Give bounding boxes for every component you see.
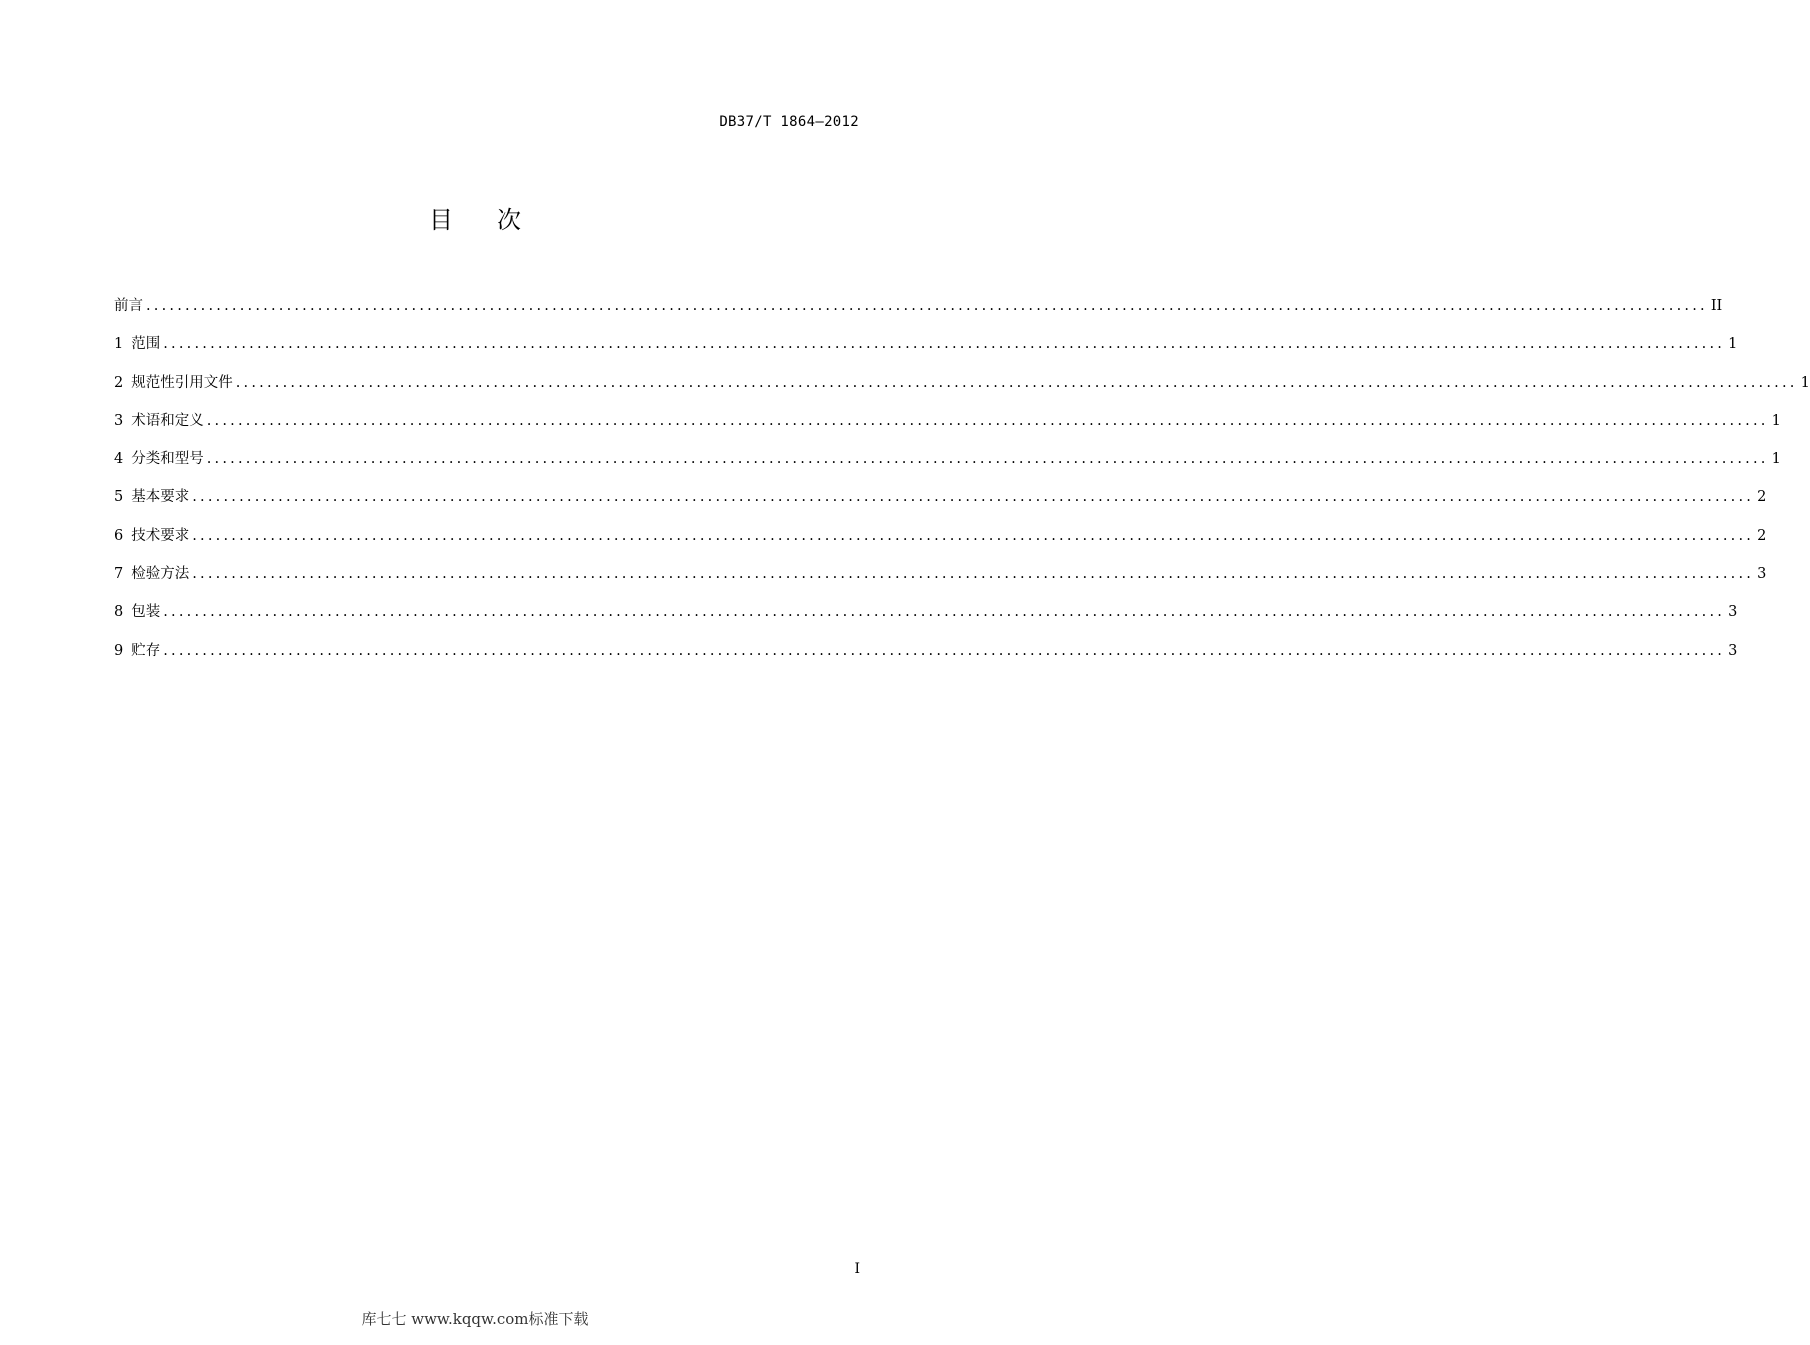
toc-title-part2: 次 bbox=[497, 206, 521, 234]
toc-entry-number: 5 bbox=[114, 489, 124, 506]
toc-leader-dots: ........................................................................................................................................................................................................ bbox=[163, 642, 1726, 659]
toc-entry-number: 6 bbox=[114, 527, 124, 544]
toc-leader-dots: ........................................................................................................................................................................................................ bbox=[163, 336, 1726, 353]
toc-entry-3[interactable] bbox=[114, 411, 1781, 449]
toc-entry-page: 1 bbox=[1771, 451, 1781, 468]
toc-entry-label: 分类和型号 bbox=[131, 451, 204, 468]
toc-leader-dots: ........................................................................................................................................................................................................ bbox=[235, 374, 1798, 391]
toc-entry-page: 1 bbox=[1728, 336, 1738, 353]
toc-entry-label: 包装 bbox=[131, 604, 161, 621]
toc-entry-label: 术语和定义 bbox=[131, 412, 204, 429]
toc-entry-page: 2 bbox=[1757, 527, 1767, 544]
page-number: I bbox=[854, 1261, 860, 1277]
toc-entry-label: 范围 bbox=[131, 336, 161, 353]
toc-entry-2[interactable] bbox=[114, 373, 1810, 411]
table-of-contents bbox=[114, 296, 1810, 679]
toc-entry-label: 技术要求 bbox=[131, 527, 190, 544]
toc-entry-label: 检验方法 bbox=[131, 566, 190, 583]
toc-entry-page: 3 bbox=[1728, 604, 1738, 621]
toc-leader-dots: ........................................................................................................................................................................................................ bbox=[192, 527, 1755, 544]
footer-watermark: 库七七 www.kqqw.com标准下载 bbox=[361, 1310, 589, 1328]
toc-entry-label: 基本要求 bbox=[131, 489, 190, 506]
toc-entry-number: 8 bbox=[114, 604, 124, 621]
toc-entry-1[interactable] bbox=[114, 334, 1738, 372]
toc-entry-8[interactable] bbox=[114, 602, 1738, 640]
toc-entry-number: 1 bbox=[114, 336, 124, 353]
toc-entry-5[interactable] bbox=[114, 487, 1767, 525]
toc-entry-number: 2 bbox=[114, 374, 124, 391]
toc-entry-page: 3 bbox=[1757, 566, 1767, 583]
toc-leader-dots: ........................................................................................................................................................................................................ bbox=[192, 489, 1755, 506]
toc-leader-dots: ........................................................................................................................................................................................................ bbox=[163, 604, 1726, 621]
toc-title-part1: 目 bbox=[429, 206, 453, 234]
toc-title bbox=[0, 200, 950, 235]
toc-entry-label: 前言 bbox=[114, 298, 143, 314]
toc-entry-page: II bbox=[1710, 298, 1723, 314]
toc-entry-page: 1 bbox=[1771, 412, 1781, 429]
toc-entry-4[interactable] bbox=[114, 449, 1781, 487]
toc-leader-dots: ........................................................................................................................................................................................................ bbox=[206, 412, 1769, 429]
toc-entry-number: 9 bbox=[114, 642, 124, 659]
toc-leader-dots: ........................................................................................................................................................................................................ bbox=[192, 566, 1755, 583]
toc-entry-number: 7 bbox=[114, 566, 124, 583]
toc-entry-label: 规范性引用文件 bbox=[131, 374, 233, 391]
document-code: DB37/T 1864—2012 bbox=[719, 114, 859, 130]
toc-leader-dots: ........................................................................................................................................................................................................ bbox=[206, 451, 1769, 468]
toc-entry-page: 3 bbox=[1728, 642, 1738, 659]
toc-entry-label: 贮存 bbox=[131, 642, 161, 659]
toc-entry-page: 1 bbox=[1800, 374, 1810, 391]
toc-entry-number: 4 bbox=[114, 451, 124, 468]
toc-entry-foreword[interactable] bbox=[114, 296, 1723, 334]
toc-entry-6[interactable] bbox=[114, 526, 1767, 564]
toc-entry-page: 2 bbox=[1757, 489, 1767, 506]
toc-leader-dots: ........................................................................................................................................................................................................ bbox=[146, 298, 1708, 314]
toc-entry-number: 3 bbox=[114, 412, 124, 429]
toc-entry-7[interactable] bbox=[114, 564, 1767, 602]
toc-entry-9[interactable] bbox=[114, 641, 1738, 679]
